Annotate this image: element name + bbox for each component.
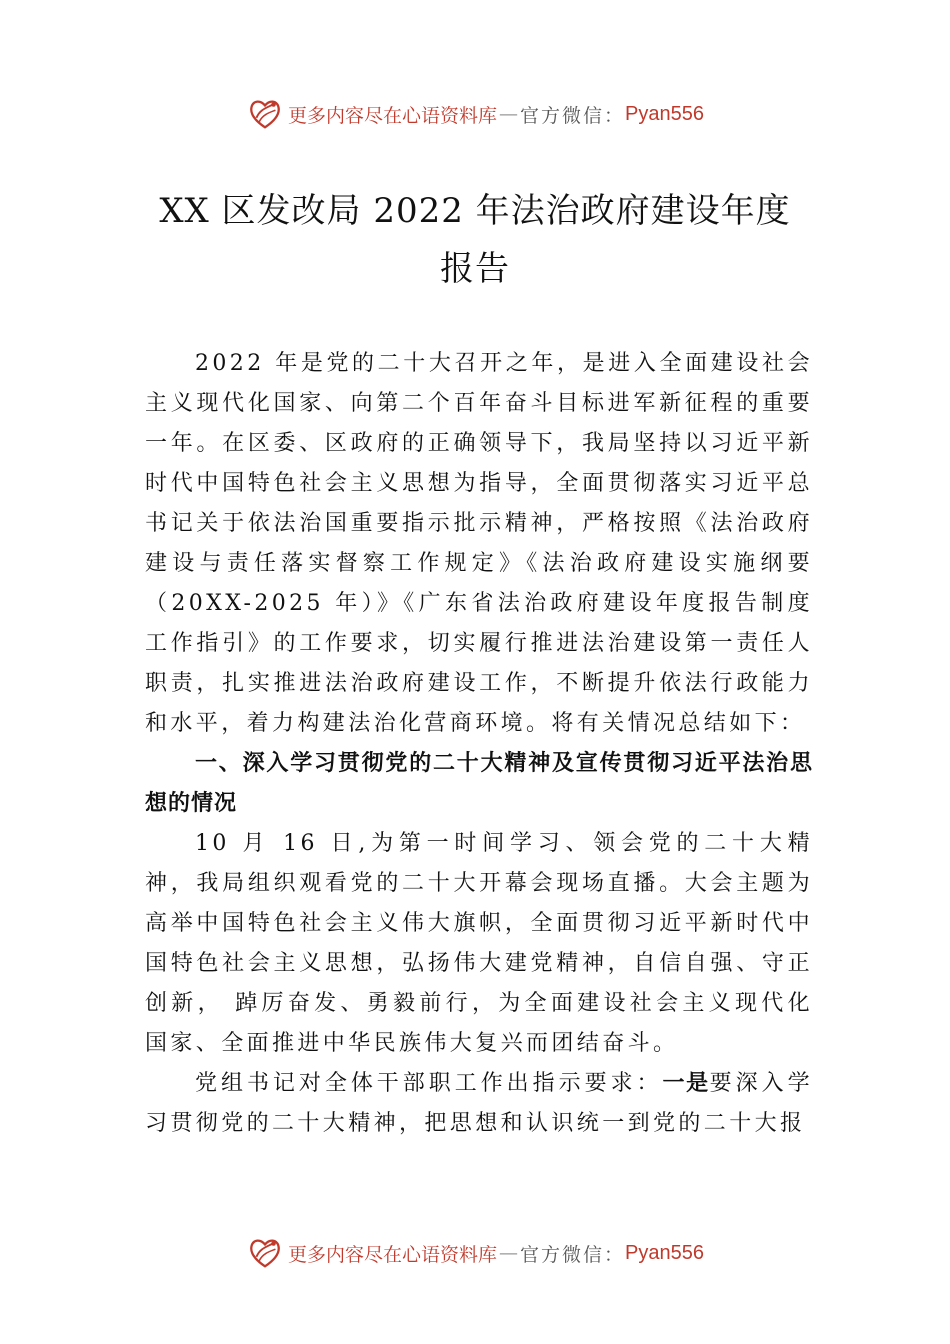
document-body xyxy=(145,344,813,1144)
watermark-wechat-id: Pyan556 xyxy=(625,1241,704,1264)
emphasis-first-point: 一是 xyxy=(662,1071,710,1096)
section-1-paragraph-2 xyxy=(145,1064,813,1144)
watermark-wechat-id: Pyan556 xyxy=(625,102,704,125)
section-1-heading: 一、深入学习贯彻党的二十大精神及宣传贯彻习近平法治思想的情况 xyxy=(145,751,813,816)
watermark-wechat-label: 官方微信： xyxy=(520,104,626,127)
watermark-dash: — xyxy=(499,1242,519,1264)
section-1-paragraph-1: 10 月 16 日,为第一时间学习、领会党的二十大精神，我局组织观看党的二十大开幕会现场直播。大会主题为高举中国特色社会主义伟大旗帜，全面贯彻习近平新时代中国特色社会主义思想，弘扬伟大建党精神，自信自强、守正创新， 踔厉奋发、勇毅前行，为全面建设社会主义现代化国家、全面推进中华民族伟大复兴而团结奋斗。 xyxy=(145,831,813,1056)
watermark-dash: — xyxy=(499,103,519,125)
watermark-banner-top xyxy=(0,94,950,134)
heart-swirl-logo-icon xyxy=(246,95,284,133)
intro-paragraph: 2022 年是党的二十大召开之年，是进入全面建设社会主义现代化国家、向第二个百年奋斗目标进军新征程的重要一年。在区委、区政府的正确领导下，我局坚持以习近平新时代中国特色社会主义思想为指导，全面贯彻落实习近平总书记关于依法治国重要指示批示精神，严格按照《法治政府建设与责任落实督察工作规定》《法治政府建设实施纲要（20XX-2025 年）》《广东省法治政府建设年度报告制度工作指引》的工作要求，切实履行推进法治建设第一责任人职责，扎实推进法治政府建设工作，不断提升依法行政能力和水平，着力构建法治化营商环境。将有关情况总结如下： xyxy=(145,351,813,736)
paragraph-lead: 党组书记对全体干部职工作出指示要求： xyxy=(195,1071,663,1096)
document-title: XX 区发改局 2022 年法治政府建设年度报告 xyxy=(159,191,791,289)
watermark-wechat-label: 官方微信： xyxy=(520,1243,626,1266)
watermark-brand: 更多内容尽在心语资料库 xyxy=(288,104,498,127)
watermark-banner-bottom xyxy=(0,1233,950,1273)
paragraph-rest: 要深入学习贯彻党的二十大精神，把思想和认识统一到党的二十大报 xyxy=(145,1071,813,1136)
watermark-brand: 更多内容尽在心语资料库 xyxy=(288,1243,498,1266)
heart-swirl-logo-icon xyxy=(246,1234,284,1272)
